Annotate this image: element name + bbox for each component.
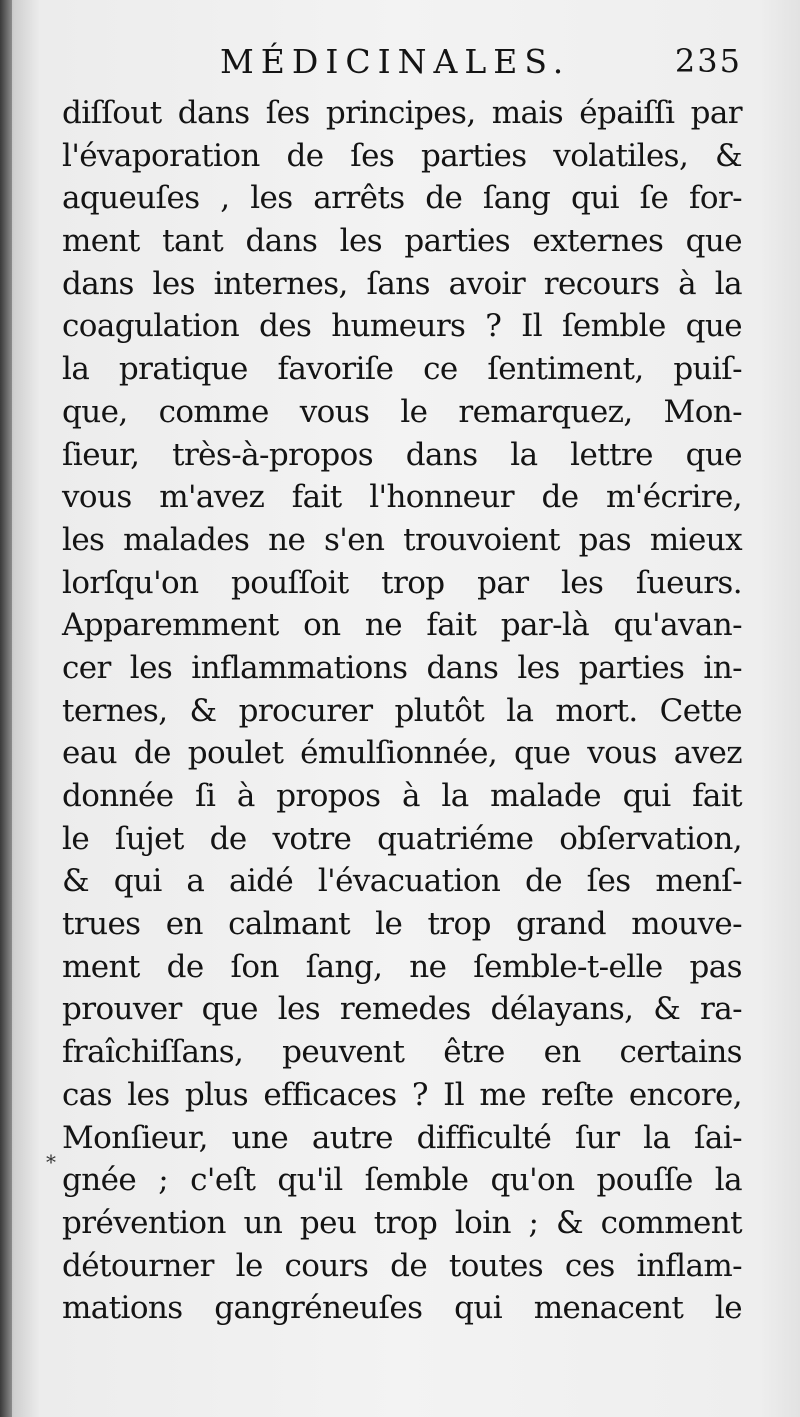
margin-asterisk-mark: * [46,1150,56,1174]
text-line: ment tant dans les parties externes que [62,223,742,260]
text-line: cas les plus efficaces ? Il me reſte encore, [62,1076,742,1113]
text-line: ment de ſon ſang, ne ſemble-t-elle pas [62,948,742,985]
text-line: les malades ne s'en trouvoient pas mieux [62,521,742,558]
text-line: prouver que les remedes délayans, & ra- [62,991,742,1028]
text-line: la pratique favoriſe ce ſentiment, puiſ- [62,351,742,388]
text-line: diſſout dans ſes principes, mais épaiſſi par [62,95,742,131]
text-line: & qui a aidé l'évacuation de ſes menſ- [62,863,742,900]
text-line: mations gangréneuſes qui menacent le [62,1290,742,1327]
text-line: coagulation des humeurs ? Il ſemble que [62,308,742,345]
text-line: ſieur, très-à-propos dans la lettre que [62,436,742,473]
text-line: ternes, & procurer plutôt la mort. Cette [62,692,742,729]
body-text [62,92,742,1330]
running-title: MÉDICINALES. [220,42,571,81]
text-line: eau de poulet émulſionnée, que vous avez [62,735,742,772]
text-line: Monſieur, une autre difficulté ſur la ſai- [62,1119,742,1156]
text-line: gnée ; c'eſt qu'il ſemble qu'on pouſſe la [62,1162,742,1199]
text-line: détourner le cours de toutes ces inflam- [62,1247,742,1284]
text-line: cer les inflammations dans les parties in- [62,649,742,686]
text-line: vous m'avez fait l'honneur de m'écrire, [62,479,742,516]
text-line: dans les internes, ſans avoir recours à la [62,265,742,302]
text-line: donnée ſi à propos à la malade qui fait [62,778,742,814]
text-line: l'évaporation de ſes parties volatiles, & [62,137,742,174]
page-number: 235 [674,42,742,80]
text-line: lorſqu'on pouſſoit trop par les ſueurs. [62,564,742,601]
page-header [62,38,742,94]
text-line: trues en calmant le trop grand mouve- [62,906,742,943]
page-gutter [0,0,12,1417]
text-line: aqueuſes , les arrêts de ſang qui ſe for- [62,180,742,217]
text-line: le ſujet de votre quatriéme obſervation, [62,820,742,857]
text-line: Apparemment on ne fait par-là qu'avan- [62,607,742,644]
text-line: prévention un peu trop loin ; & comment [62,1204,742,1241]
text-line: que, comme vous le remarquez, Mon- [62,393,742,430]
text-line: fraîchiſſans, peuvent être en certains [62,1034,742,1071]
